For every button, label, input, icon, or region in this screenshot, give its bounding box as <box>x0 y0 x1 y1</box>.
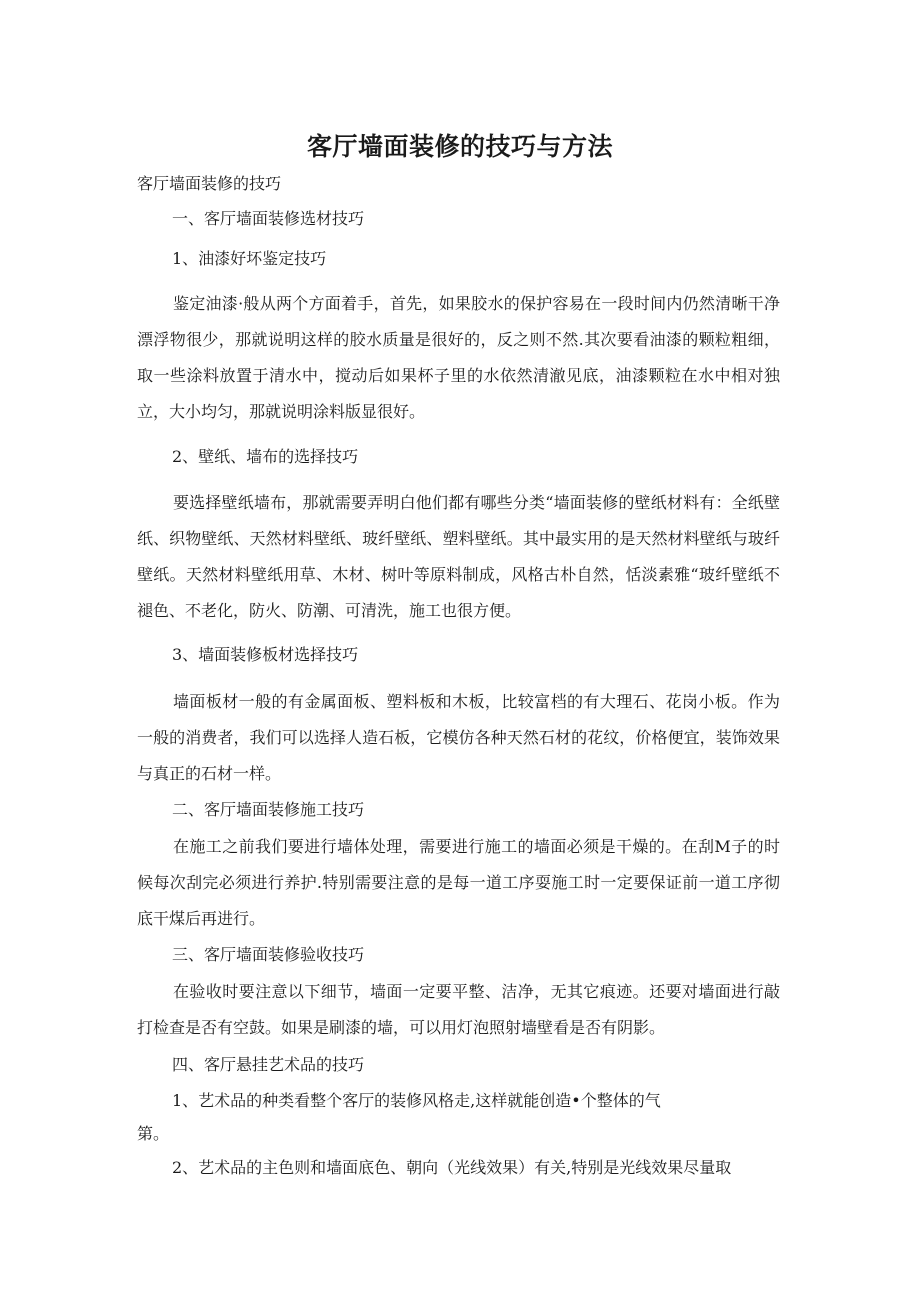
section-4-item-1-body: 1、艺术品的种类看整个客厅的装修风格走,这样就能创造•个整体的气 <box>172 1091 661 1110</box>
section-1-item-3-body: 墙面板材一般的有金属面板、塑料板和木板，比较富档的有大理石、花岗小板。作为一般的消费者，我们可以选择人造石板，它模仿各种天然石材的花纹，价格便宜，装饰效果与真正的石材一样。 <box>137 692 780 783</box>
document-subtitle: 客厅墙面装修的技巧 <box>137 174 282 193</box>
section-1-item-2-body: 要选择壁纸墙布，那就需要弄明白他们都有哪些分类“墙面装修的壁纸材料有：全纸壁纸、织物壁纸、天然材料壁纸、玻纤壁纸、塑料壁纸。其中最实用的是天然材料壁纸与玻纤壁纸。天然材料壁纸用草、木材、树叶等原料制成，风格古朴自然，恬淡素雅“玻纤壁纸不褪色、不老化，防火、防潮、可清洗，施工也很方便。 <box>137 493 780 620</box>
section-3-body: 在验收时要注意以下细节，墙面一定要平整、洁净，无其它痕迹。还要对墙面进行敲打检查是否有空鼓。如果是刷漆的墙，可以用灯泡照射墙壁看是否有阴影。 <box>137 982 780 1037</box>
section-2-heading: 二、客厅墙面装修施工技巧 <box>172 800 365 819</box>
section-1-item-1-body: 鉴定油漆·般从两个方面着手，首先，如果胶水的保护容易在一段时间内仍然清晰干净漂浮物很少，那就说明这样的胶水质量是很好的，反之则不然.其次要看油漆的颗粒粗细，取一些涂料放置于清水中，搅动后如果杯子里的水依然清澈见底，油漆颗粒在水中相对独立，大小均匀，那就说明涂料版显很好。 <box>137 294 780 421</box>
section-1-heading: 一、客厅墙面装修选材技巧 <box>172 209 365 228</box>
section-1-item-1-heading: 1、油漆好坏鉴定技巧 <box>172 249 327 268</box>
section-3-heading: 三、客厅墙面装修验收技巧 <box>172 945 365 964</box>
section-4-item-2-body: 2、艺术品的主色则和墙面底色、朝向（光线效果）有关,特别是光线效果尽量取 <box>172 1158 732 1177</box>
document-title: 客厅墙面装修的技巧与方法 <box>306 132 613 161</box>
section-2-body: 在施工之前我们要进行墙体处理，需要进行施工的墙面必须是干燥的。在刮M子的时候每次刮完必须进行养护.特别需要注意的是每一道工序耍施工时一定要保证前一道工序彻底干煤后再进行。 <box>137 837 780 928</box>
section-4-item-1-continuation: 第。 <box>137 1124 170 1143</box>
section-1-item-2-heading: 2、壁纸、墙布的选择技巧 <box>172 447 359 466</box>
section-4-heading: 四、客厅悬挂艺术品的技巧 <box>172 1055 365 1074</box>
section-1-item-3-heading: 3、墙面装修板材选择技巧 <box>172 645 359 664</box>
